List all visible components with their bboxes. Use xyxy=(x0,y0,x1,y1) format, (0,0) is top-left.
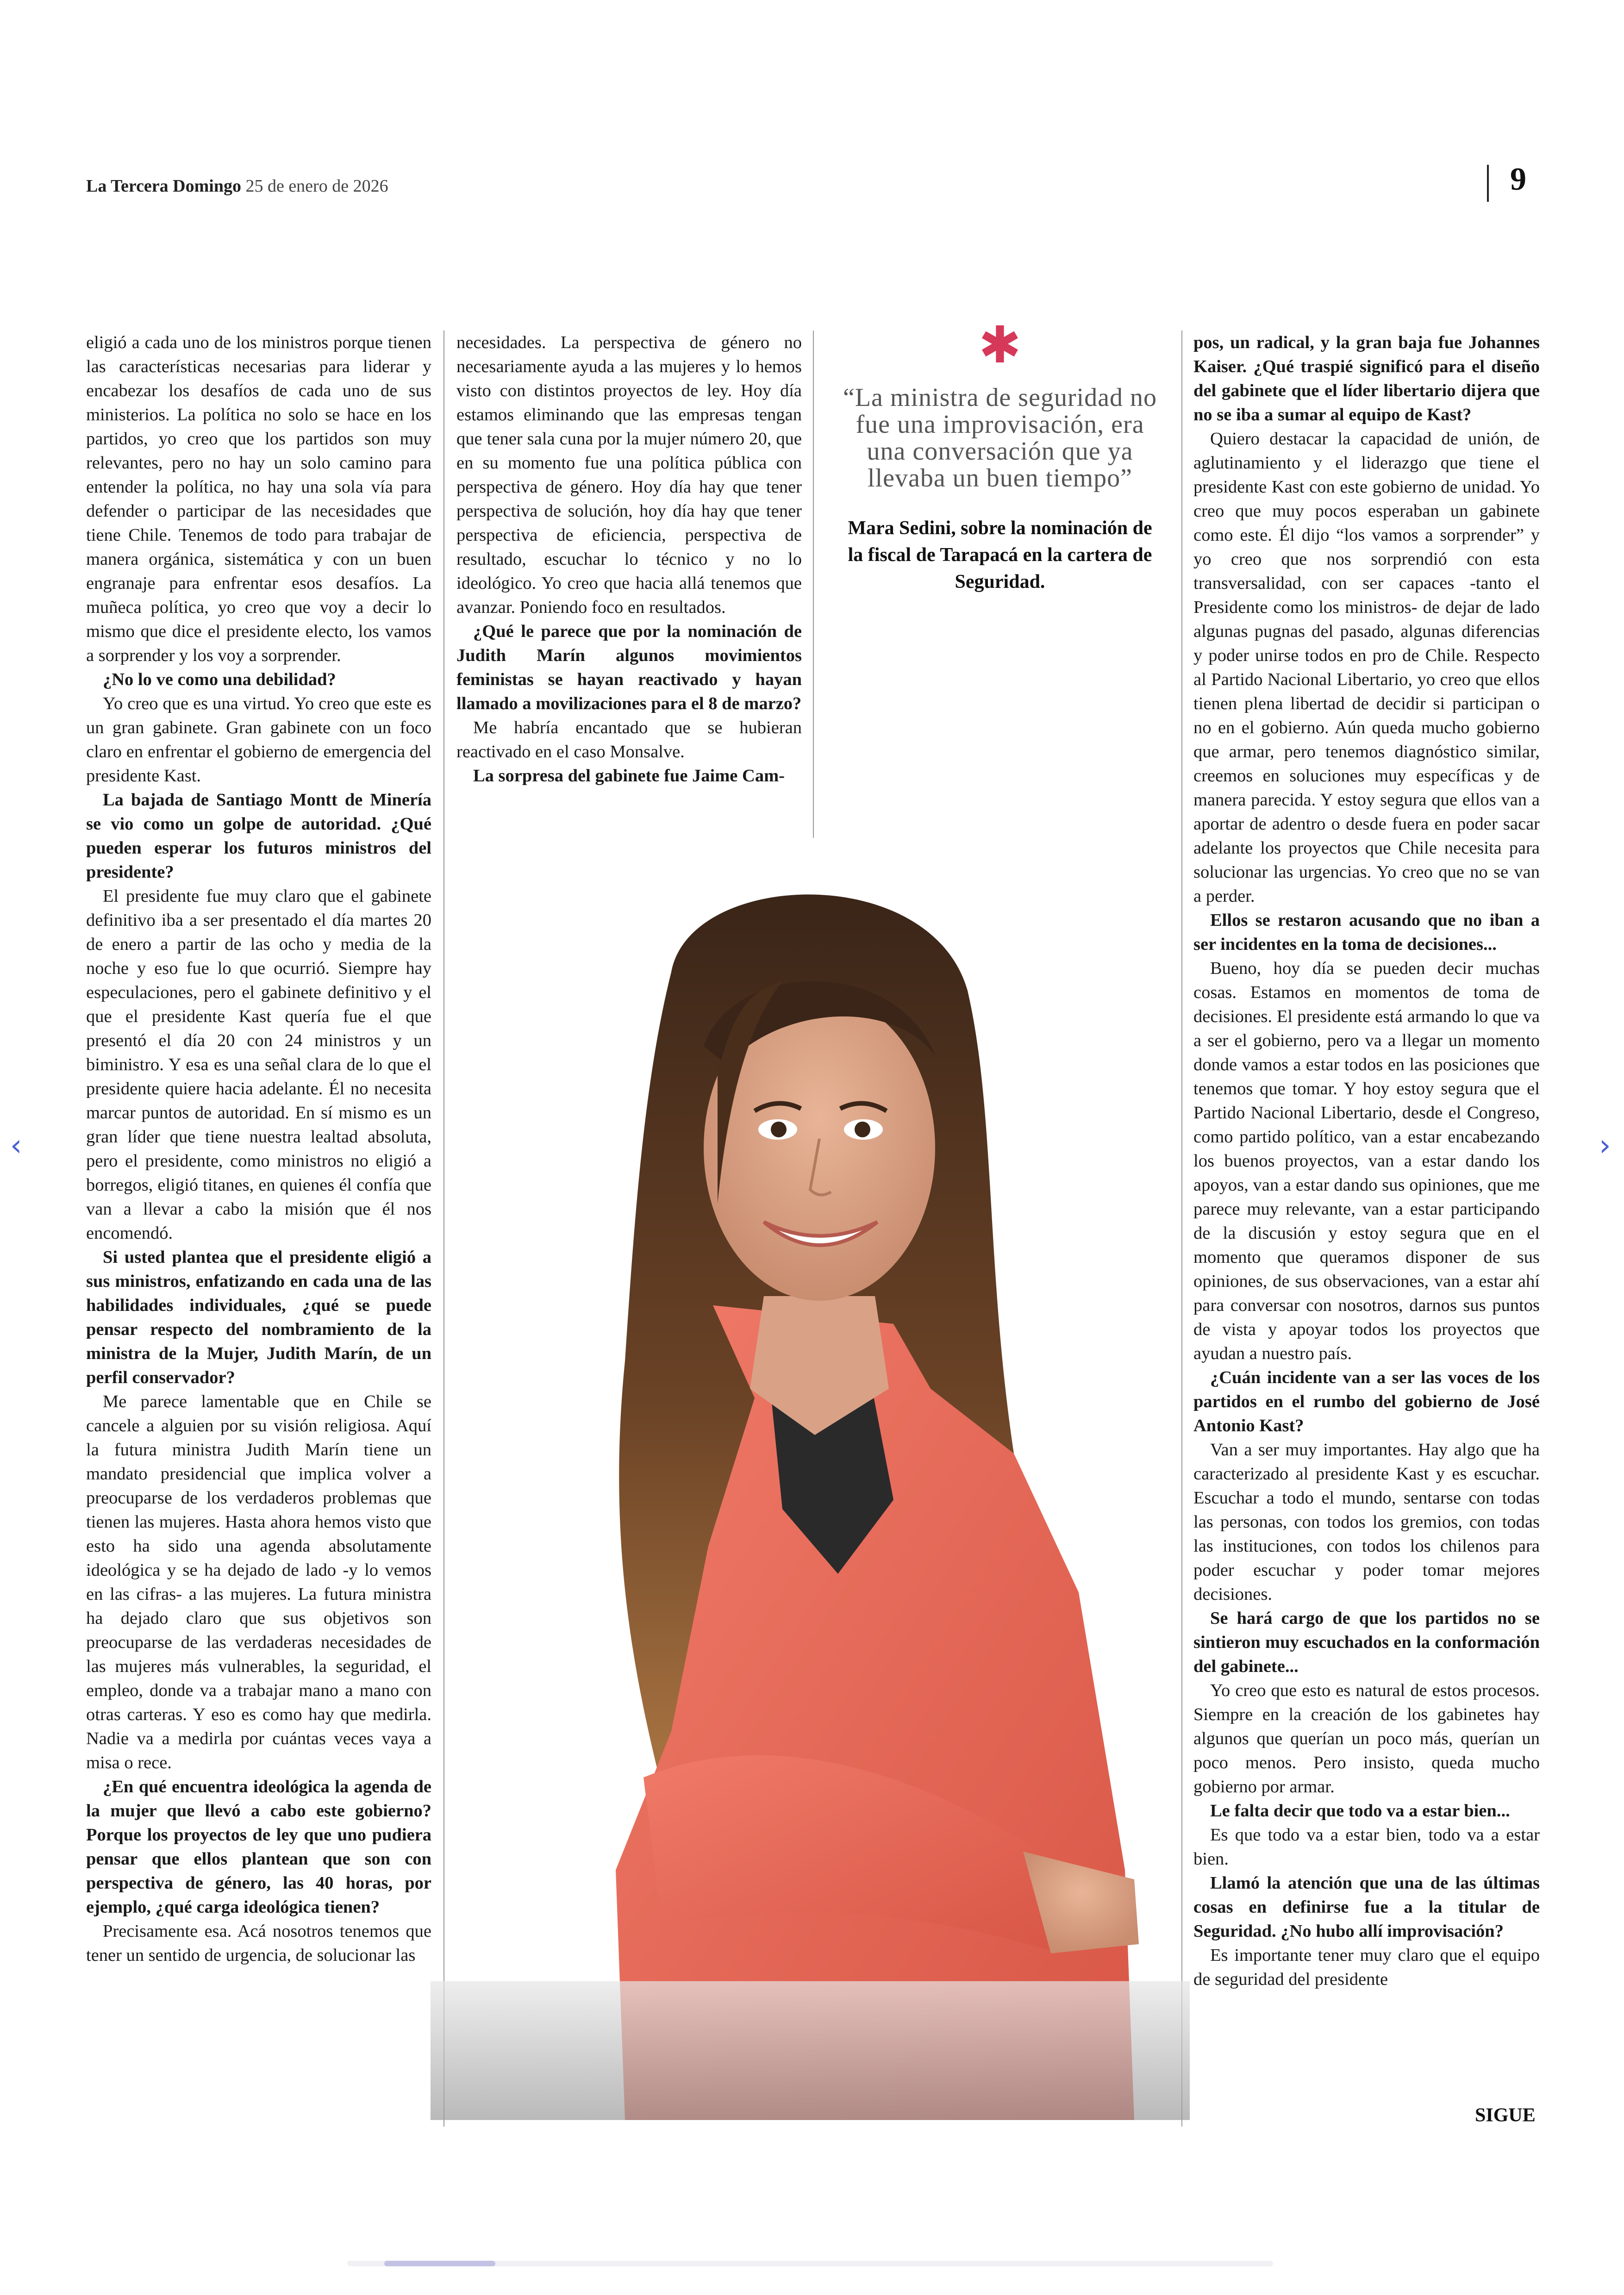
interview-answer: Es que todo va a estar bien, todo va a estar bien. xyxy=(1193,1825,1540,1869)
chevron-left-icon[interactable]: ‹ xyxy=(10,1129,22,1163)
publication-line xyxy=(86,176,388,196)
interview-answer: Yo creo que esto es natural de estos procesos. Siempre en la creación de los gabinetes hay algunos que querían un poco más, querían un poco menos. Pero insisto, queda mucho gobierno por armar. xyxy=(1193,1681,1540,1796)
scrollbar-thumb[interactable] xyxy=(384,2261,495,2266)
interview-question: Ellos se restaron acusando que no iban a ser incidentes en la toma de decisiones... xyxy=(1193,911,1540,954)
chevron-right-icon[interactable]: › xyxy=(1599,1129,1611,1163)
interview-answer: necesidades. La perspectiva de género no necesariamente ayuda a las mujeres y lo hemos visto con distintos proyectos de ley. Hoy día estamos eliminando que las empresas tengan que tener sala cuna por la mujer número 20, que en su momento fue una política pública con perspectiva de género. Hoy día hay que tener perspectiva de solución, hoy día hay que tener perspectiva de eficiencia, perspectiva de resultado, escuchar lo técnico y no lo ideológico. Yo creo que hacia allá tenemos que avanzar. Poniendo foco en resultados. xyxy=(456,333,802,617)
interview-question: Llamó la atención que una de las últimas cosas en definirse fue a la titular de Seguridad. ¿No hubo allí improvisación? xyxy=(1193,1873,1540,1941)
pull-quote: “La ministra de seguridad no fue una improvisación, era una conversación que ya llevaba un buen tiempo” xyxy=(843,383,1157,493)
scrollbar[interactable] xyxy=(347,2261,1273,2266)
interview-answer: Bueno, hoy día se pueden decir muchas cosas. Estamos en momentos de toma de decisiones. El presidente está armando lo que va a ser el gobierno, pero va a llegar un momento donde vamos a estar todos en las posiciones que tenemos que tomar. Y hoy estoy segura que el Partido Nacional Libertario, desde el Congreso, como partido político, van a estar encabezando los buenos proyectos, van a estar dando los apoyos, van a estar dando sus opiniones, que me parece muy relevante, van a estar participando de la discusión y estoy segura que en el momento que queramos disponer de sus opiniones, de sus observaciones, van a estar ahí para conversar con nosotros, darnos sus puntos de vista y apoyar todos los proyectos que ayudan a nuestro país. xyxy=(1193,959,1540,1363)
continued-label: SIGUE xyxy=(1475,2105,1536,2126)
portrait-illustration xyxy=(431,852,1190,2120)
column-divider xyxy=(813,331,814,838)
interview-answer: Yo creo que es una virtud. Yo creo que este es un gran gabinete. Gran gabinete con un foco claro en enfrentar el gobierno de emergencia del presidente Kast. xyxy=(86,694,431,786)
interview-answer: Quiero destacar la capacidad de unión, de aglutinamiento y el liderazgo que tiene el presidente Kast con este gobierno de unidad. Yo creo que muy pocos esperaban un gabinete como este. Él dijo “los vamos a sorprender” y yo creo que nos sorprendió con esta transversalidad, con ser capaces -tanto el Presidente como los ministros- de dejar de lado algunas pugnas del pasado, algunas diferencias y poder unirse todos en pro de Chile. Respecto al Partido Nacional Libertario, yo creo que ellos tienen plena libertad de decidir si participan o no en el gobierno. Aún queda mucho gobierno que armar, pero tenemos diagnóstico similar, creemos en soluciones muy específicas y de manera parecida. Y estoy segura que ellos van a aportar de adentro o desde fuera en poder sacar adelante los proyectos que Chile necesita para solucionar las urgencias. Yo creo que no se van a perder. xyxy=(1193,429,1540,906)
article-column-4 xyxy=(1193,331,1540,1991)
interview-answer: El presidente fue muy claro que el gabinete definitivo iba a ser presentado el día martes 20 de enero a partir de las ocho y media de la noche y eso fue lo que ocurrió. Siempre hay especulaciones, pero el gabinete definitivo y el que el presidente Kast quería fue el que presentó el día 20 con 24 ministros y un biministro. Y esa es una señal clara de lo que el presidente quiere hacia adelante. Él no necesita marcar puntos de autoridad. En sí mismo es un gran líder que tiene nuestra lealtad absoluta, pero el presidente, como ministros no eligió a borregos, eligió titanes, en quienes él confía que van a llevar a cabo la misión que él nos encomendó. xyxy=(86,886,431,1243)
interview-answer: Van a ser muy importantes. Hay algo que ha caracterizado al presidente Kast y es escuchar. Escuchar a todo el mundo, sentarse con todas las personas, con todos los gremios, con todas las instituciones, con todos los chilenos para poder escuchar y poder tomar mejores decisiones. xyxy=(1193,1440,1540,1604)
publication-name: La Tercera Domingo xyxy=(86,176,241,196)
interview-question: ¿En qué encuentra ideológica la agenda de la mujer que llevó a cabo este gobierno? Porque los proyectos de ley que uno pudiera pensar que ellos plantean que son con perspectiva de género, las 40 horas, por ejemplo, ¿qué carga ideológica tienen? xyxy=(86,1777,431,1917)
interview-answer: eligió a cada uno de los ministros porque tienen las características necesarias para liderar y encabezar los desafíos de cada uno de sus ministerios. La política no solo se hace en los partidos, yo creo que los partidos son muy relevantes, pero no hay un solo camino para entender la política, no hay una sola vía para defender o participar de las necesidades que tiene Chile. Tenemos de todo para trabajar de manera orgánica, sistemática y con un buen engranaje para enfrentar esos desafíos. La muñeca política, yo creo que voy a decir lo mismo que dice el presidente electo, los vamos a sorprender y los voy a sorprender. xyxy=(86,333,431,665)
asterisk-icon: ✱ xyxy=(978,315,1022,374)
interview-question: pos, un radical, y la gran baja fue Johannes Kaiser. ¿Qué traspié significó para el diseño del gabinete que el líder libertario dijera que no se iba a sumar al equipo de Kast? xyxy=(1193,333,1540,424)
pull-quote-attribution: Mara Sedini, sobre la nominación de la fiscal de Tarapacá en la cartera de Seguridad. xyxy=(848,518,1152,592)
interview-question: Si usted plantea que el presidente eligió a sus ministros, enfatizando en cada una de las habilidades individuales, ¿qué se puede pensar respecto del nombramiento de la ministra de la Mujer, Judith Marín, de un perfil conservador? xyxy=(86,1247,431,1387)
interview-question: ¿Cuán incidente van a ser las voces de los partidos en el rumbo del gobierno de José Antonio Kast? xyxy=(1193,1368,1540,1435)
interview-question: Se hará cargo de que los partidos no se sintieron muy escuchados en la conformación del gabinete... xyxy=(1193,1609,1540,1676)
portrait-photo xyxy=(431,852,1190,2120)
interview-question: La bajada de Santiago Montt de Minería se vio como un golpe de autoridad. ¿Qué pueden esperar los futuros ministros del presidente? xyxy=(86,790,431,882)
interview-question: La sorpresa del gabinete fue Jaime Cam- xyxy=(473,766,785,786)
pull-quote-box xyxy=(838,315,1162,595)
interview-answer: Precisamente esa. Acá nosotros tenemos que tener un sentido de urgencia, de solucionar las xyxy=(86,1921,431,1965)
interview-question: ¿No lo ve como una debilidad? xyxy=(103,670,336,689)
interview-question: ¿Qué le parece que por la nominación de Judith Marín algunos movimientos feministas se hayan reactivado y hayan llamado a movilizaciones para el 8 de marzo? xyxy=(456,622,802,713)
header-divider xyxy=(1487,165,1489,202)
interview-answer: Me habría encantado que se hubieran reactivado en el caso Monsalve. xyxy=(456,718,802,761)
interview-question: Le falta decir que todo va a estar bien... xyxy=(1210,1801,1510,1821)
article-column-1 xyxy=(86,331,431,1967)
interview-answer: Me parece lamentable que en Chile se cancele a alguien por su visión religiosa. Aquí la futura ministra Judith Marín tiene un mandato presidencial que implica volver a preocuparse de los verdaderos problemas que tienen las mujeres. Hasta ahora hemos visto que esto ha sido una agenda absolutamente ideológica y se ha dejado de lado -y lo vemos en las cifras- a las mujeres. La futura ministra ha dejado claro que sus objetivos son preocuparse de las verdaderas necesidades de las mujeres más vulnerables, la seguridad, el empleo, donde va a trabajar mano a mano con otras carteras. Y eso es como hay que medirla. Nadie va a medirla por cuántas veces vaya a misa o rece. xyxy=(86,1392,431,1772)
publication-date: 25 de enero de 2026 xyxy=(245,176,388,196)
interview-answer: Es importante tener muy claro que el equipo de seguridad del presidente xyxy=(1193,1946,1540,1989)
article-column-2 xyxy=(456,331,802,843)
page-number: 9 xyxy=(1510,162,1526,197)
